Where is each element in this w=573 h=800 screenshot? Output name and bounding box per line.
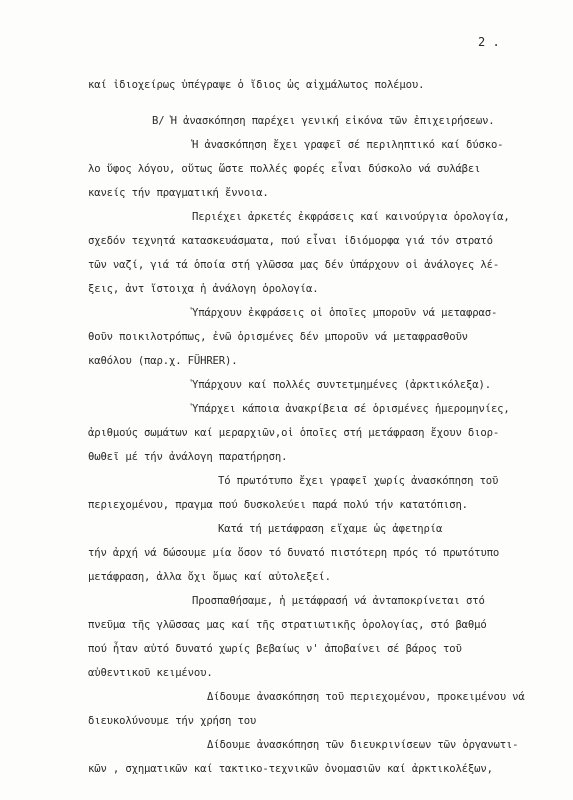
text-line: θωθεῖ μέ τήν ἀνάλογη παρατήρηση. [88,451,288,463]
text-line: καθόλου (παρ.χ. FÜHRER). [88,355,238,367]
text-line: Περιέχει ἀρκετές ἐκφράσεις καί καινούργια ὁρολογία, [192,211,510,223]
text-line: Ὑπάρχουν ἐκφράσεις οἱ ὁποῖες μποροῦν νά μεταφρασ- [192,307,498,319]
text-line: ξεις, ἀντ ἴστοιχα ἡ ἀνάλογη ὁρολογία. [88,283,319,295]
page-number: 2 . [478,35,500,49]
text-line: περιεχομένου, πραγμα πού δυσκολεύει παρά πολύ τήν κατατόπιση. [88,499,468,511]
text-line: κῶν , σχηματικῶν καί τακτικο-τεχνικῶν ὀνομασιῶν καί ἀρκτικολέξων, [88,763,493,775]
text-line: μετάφραση, ἀλλα ὄχι ὅμως καί αὐτολεξεί. [88,571,331,583]
text-line: B/ Ἡ ἀνασκόπηση παρέχει γενική εἰκόνα τῶν ἐπιχειρήσεων. [152,115,495,127]
text-line: σχεδόν τεχνητά κατασκευάσματα, πού εἶναι ἰδιόμορφα γιά τόν στρατό [88,235,493,247]
text-line: διευκολύνουμε τήν χρήση του [88,715,257,727]
text-line: Τό πρωτότυπο ἔχει γραφεῖ χωρίς ἀνασκόπηση τοῦ [218,475,499,487]
text-line: τήν ἀρχή νά δώσουμε μία ὅσον τό δυνατό πιστότερη πρός τό πρωτότυπο [88,547,500,559]
text-line: θοῦν ποικιλοτρόπως, ἐνῶ ὁρισμένες δέν μποροῦν νά μεταφρασθοῦν [88,331,468,343]
text-line: Προσπαθήσαμε, ἡ μετάφρασή νά ἀνταποκρίνεται στό [192,595,485,607]
text-line: τῶν ναζί, γιά τά ὁποία στή γλῶσσα μας δέν ὑπάρχουν οἱ ἀνάλογες λέ- [88,259,500,271]
text-line: Ἡ ἀνασκόπηση ἔχει γραφεῖ σέ περιληπτικό καί δύσκο- [192,139,504,151]
text-line: Ὑπάρχει κάποια ἀνακρίβεια σέ ὁρισμένες ἡμερομηνίες, [192,403,510,415]
text-line: αὐθεντικοῦ κειμένου. [88,667,213,679]
text-line: Ὑπάρχουν καί πολλές συντετμημένες (ἀρκτικόλεξα). [192,379,491,391]
text-line: καί ἰδιοχείρως ὑπέγραψε ὁ ἴδιος ὡς αἰχμάλωτος πολέμου. [88,79,425,91]
text-line: ἀριθμούς σωμάτων καί μεραρχιῶν,οἱ ὁποῖες στή μετάφραση ἔχουν διορ- [88,427,500,439]
text-line: πνεῦμα τῆς γλῶσσας μας καί τῆς στρατιωτικῆς ὁρολογίας, στό βαθμό [88,619,487,631]
text-line: λο ὕφος λόγου, οὕτως ὥστε πολλές φορές εἶναι δύσκολο νά συλάβει [88,163,481,175]
text-line: πού ἦταν αὐτό δυνατό χωρίς βεβαίως ν' ἀποβαίνει σέ βάρος τοῦ [88,643,462,655]
text-line: Δίδουμε ἀνασκόπηση τοῦ περιεχομένου, προκειμένου νά [207,691,525,703]
text-line: Κατά τή μετάφραση εἴχαμε ὡς ἀφετηρία [218,523,443,535]
text-line: κανείς τήν πραγματική ἔννοια. [88,187,269,199]
text-line: Δίδουμε ἀνασκόπηση τῶν διευκρινίσεων τῶν ὀργανωτι- [207,739,519,751]
